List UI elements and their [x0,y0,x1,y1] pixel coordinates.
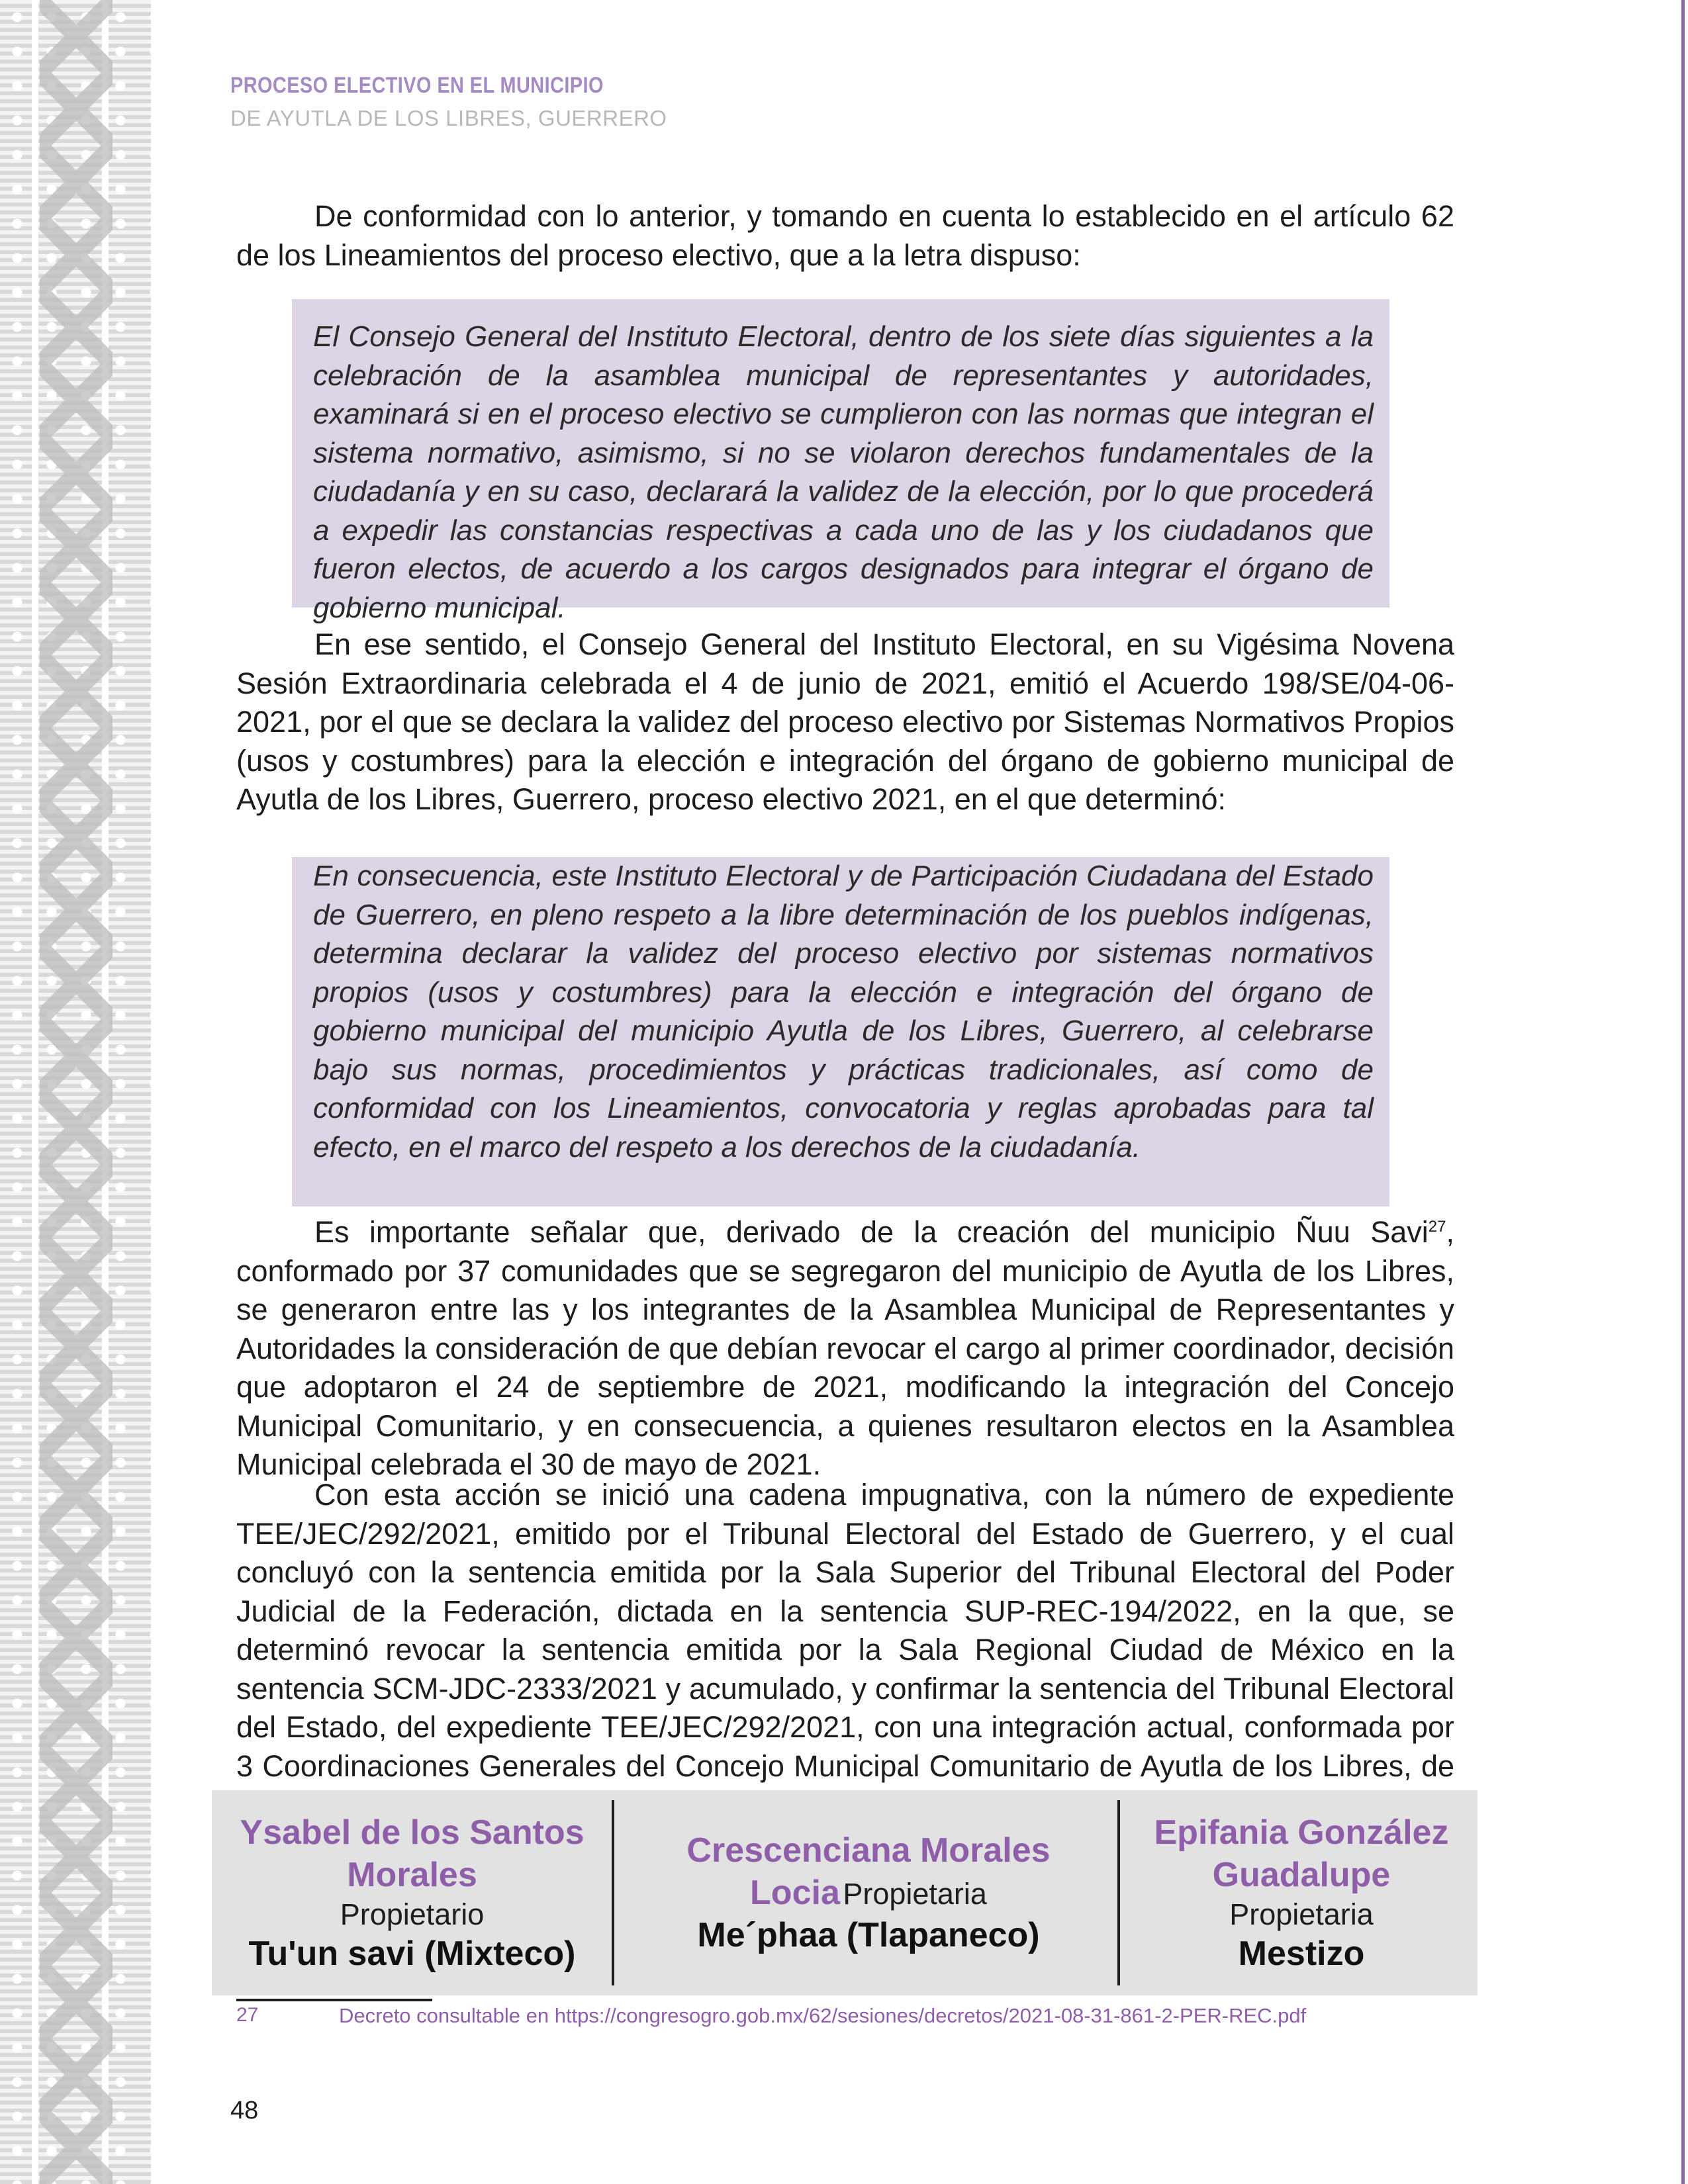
paragraph-1: De conformidad con lo anterior, y tomando en cuenta lo establecido en el artículo 62 de los Lineamientos del proceso electivo, que a la letra dispuso: [236,199,1454,272]
coordinator-2-people: Me´phaa (Tlapaneco) [697,1916,1040,1954]
paragraph-2: En ese sentido, el Consejo General del Instituto Electoral, en su Vigésima Novena Sesión Extraordinaria celebrada el 4 de junio de 2021, emitió el Acuerdo 198/SE/04-06-2021, por el que se declara la validez del proceso electivo por Sistemas Normativos Propios (usos y costumbres) para la elección e integración del órgano de gobierno municipal de Ayutla de los Libres, Guerrero, proceso electivo 2021, en el que determinó: [236,627,1454,816]
decorative-border [0,0,151,2184]
border-pattern [40,0,113,2184]
coordinator-cell-2 [614,1790,1123,1995]
paragraph-4: Con esta acción se inició una cadena impugnativa, con la número de expediente TEE/JEC/292/2021, emitido por el Tribunal Electoral del Estado de Guerrero, y el cual concluyó con la sentencia emitida por la Sala Superior del Tribunal Electoral del Poder Judicial de la Federación, dictada en la sentencia SUP-REC-194/2022, en la que, se determinó revocar la sentencia emitida por la Sala Regional Ciudad de México en la sentencia SCM-JDC-2333/2021 y acumulado, y confirmar la sentencia del Tribunal Electoral del Estado, del expediente TEE/JEC/292/2021, con una integración actual, conformada por 3 Coordinaciones Generales del Concejo Municipal Comunitario de Ayutla de los Libres, de [236,1478,1454,1783]
coordinator-3-people: Mestizo [1238,1934,1365,1973]
quote-block-1 [292,299,1389,624]
coordinator-2-role: Propietaria [843,1877,987,1911]
quote-1-text: El Consejo General del Instituto Electoral, dentro de los siete días siguientes a la celebración de la asamblea municipal de representantes y autoridades, examinará si en el proceso electivo se cumplieron con las normas que integran el sistema normativo, asimismo, si no se violaron derechos fundamentales de la ciudadanía y en su caso, declarará la validez de la elección, por lo que procederá a expedir las constancias respectivas a cada uno de las y los ciudadanos que fueron electos, de acuerdo a los cargos designados para integrar el órgano de gobierno municipal. [313,320,1374,624]
coordinator-3-role: Propietaria [1229,1897,1374,1931]
page-number: 48 [230,2097,259,2124]
footnote-text[interactable]: Decreto consultable en https://congresogro.gob.mx/62/sesiones/decretos/2021-08-31-861-2-PER-REC.pdf [339,2004,1307,2027]
coordinator-1-name-line1: Ysabel de los Santos [240,1813,585,1852]
footnote-reference[interactable]: 27 [1428,1218,1446,1236]
footnote-number: 27 [236,2004,259,2026]
coordinator-2-line2 [750,1872,987,1914]
table-divider-1 [612,1800,614,1985]
running-header-title: PROCESO ELECTIVO EN EL MUNICIPIO [230,73,604,98]
coordinator-2-name-line2: Locia [750,1874,840,1912]
right-edge-rule [1681,0,1685,2184]
coordinator-1-people: Tu'un savi (Mixteco) [248,1934,576,1973]
coordinators-table [212,1790,1477,1995]
paragraph-3-end: , conformado por 37 comunidades que se segregaron del municipio de Ayutla de los Libres, se generaron entre las y los integrantes de la Asamblea Municipal de Representantes y Autoridades la consideración de que debían revocar el cargo al primer coordinador, decisión que adoptaron el 24 de septiembre de 2021, modificando la integración del Concejo Municipal Comunitario, y en consecuencia, a quienes resultaron electos en la Asamblea Municipal celebrada el 30 de mayo de 2021. [236,1215,1454,1481]
coordinator-cell-3 [1125,1790,1477,1995]
coordinator-cell-1 [212,1790,612,1995]
table-divider-2 [1117,1800,1120,1985]
coordinator-1-name-line2: Morales [347,1855,477,1894]
coordinator-3-name-line1: Epifania González [1154,1813,1449,1852]
coordinator-2-name-line1: Crescenciana Morales [686,1831,1051,1870]
paragraph-3-start: Es importante señalar que, derivado de la creación del municipio Ñuu Savi [314,1215,1429,1249]
paragraph-3 [236,1208,1454,1484]
quote-2-text: En consecuencia, este Instituto Electoral y de Participación Ciudadana del Estado de Guerrero, en pleno respeto a la libre determinación de los pueblos indígenas, determina declarar la validez del proceso electivo por sistemas normativos propios (usos y costumbres) para la elección e integración del órgano de gobierno municipal del municipio Ayutla de los Libres, Guerrero, al celebrarse bajo sus normas, procedimientos y prácticas tradicionales, así como de conformidad con los Lineamientos, convocatoria y reglas aprobadas para tal efecto, en el marco del respeto a los derechos de la ciudadanía. [313,860,1374,1163]
running-header-subtitle: DE AYUTLA DE LOS LIBRES, GUERRERO [230,106,667,130]
footnote-rule [236,1999,432,2001]
quote-block-2 [292,857,1389,1206]
coordinator-3-name-line2: Guadalupe [1212,1855,1391,1894]
coordinator-1-role: Propietario [340,1897,485,1931]
